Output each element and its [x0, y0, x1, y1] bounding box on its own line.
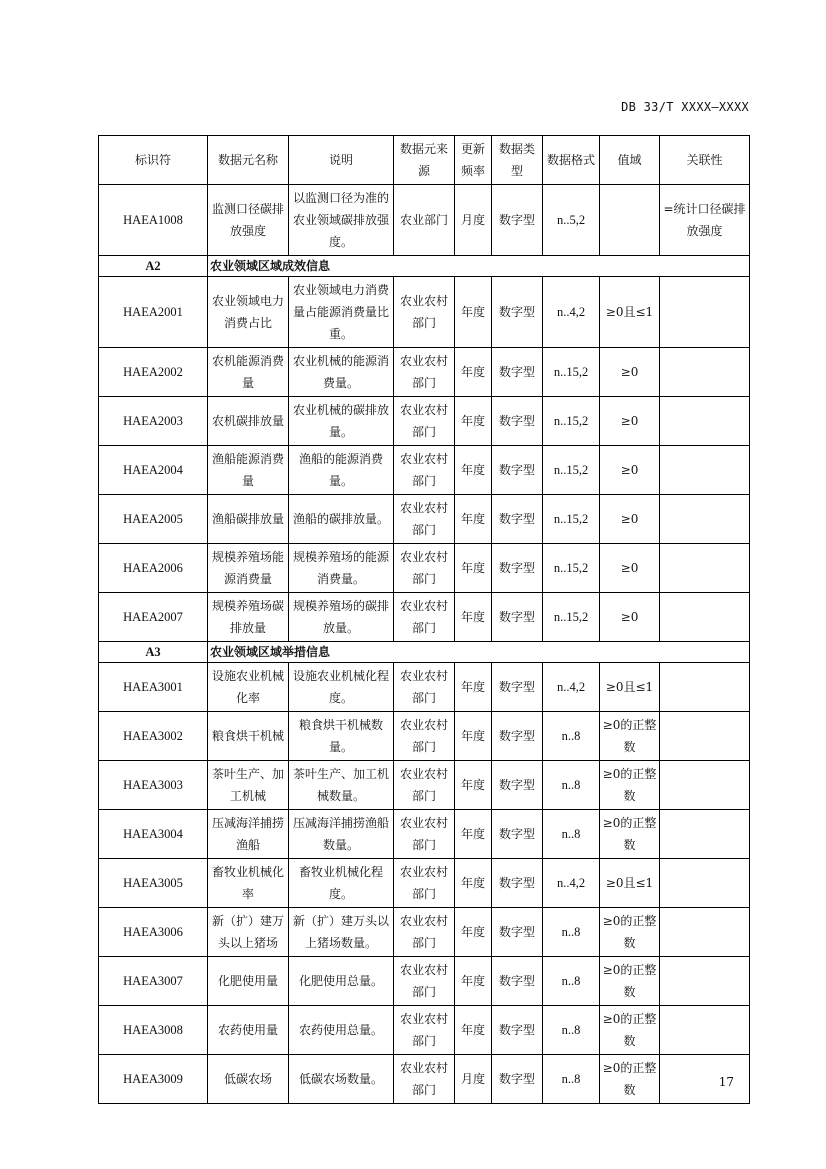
- cell-identifier: HAEA3004: [99, 810, 208, 859]
- cell-element-name: 渔船碳排放量: [208, 495, 289, 544]
- cell-data-format: n..8: [543, 761, 600, 810]
- cell-data-format: n..8: [543, 810, 600, 859]
- cell-identifier: HAEA3001: [99, 663, 208, 712]
- cell-data-type: 数字型: [492, 593, 543, 642]
- cell-relation: [660, 859, 750, 908]
- table-row: [99, 495, 750, 544]
- table-row: [99, 908, 750, 957]
- cell-description: 畜牧业机械化程度。: [289, 859, 394, 908]
- cell-identifier: HAEA3002: [99, 712, 208, 761]
- cell-identifier: HAEA3007: [99, 957, 208, 1006]
- cell-identifier: HAEA2007: [99, 593, 208, 642]
- cell-frequency: 年度: [455, 957, 492, 1006]
- cell-element-name: 规模养殖场碳排放量: [208, 593, 289, 642]
- cell-source: 农业农村部门: [394, 348, 455, 397]
- cell-frequency: 月度: [455, 1055, 492, 1104]
- cell-data-format: n..4,2: [543, 859, 600, 908]
- cell-source: 农业农村部门: [394, 495, 455, 544]
- cell-relation: [660, 593, 750, 642]
- cell-data-format: n..4,2: [543, 663, 600, 712]
- cell-element-name: 低碳农场: [208, 1055, 289, 1104]
- cell-element-name: 茶叶生产、加工机械: [208, 761, 289, 810]
- cell-source: 农业农村部门: [394, 446, 455, 495]
- cell-description: 粮食烘干机械数量。: [289, 712, 394, 761]
- cell-identifier: HAEA2004: [99, 446, 208, 495]
- column-header-identifier: 标识符: [99, 136, 208, 185]
- cell-element-name: 化肥使用量: [208, 957, 289, 1006]
- cell-element-name: 压减海洋捕捞渔船: [208, 810, 289, 859]
- cell-data-format: n..8: [543, 1006, 600, 1055]
- cell-data-type: 数字型: [492, 348, 543, 397]
- cell-element-name: 设施农业机械化率: [208, 663, 289, 712]
- table-row: [99, 1006, 750, 1055]
- cell-identifier: HAEA3009: [99, 1055, 208, 1104]
- column-header-relation: 关联性: [660, 136, 750, 185]
- table-row: [99, 957, 750, 1006]
- cell-description: 规模养殖场的碳排放量。: [289, 593, 394, 642]
- cell-source: 农业农村部门: [394, 277, 455, 348]
- cell-frequency: 年度: [455, 495, 492, 544]
- cell-data-type: 数字型: [492, 663, 543, 712]
- cell-data-type: 数字型: [492, 1006, 543, 1055]
- cell-identifier: HAEA2006: [99, 544, 208, 593]
- cell-relation: [660, 908, 750, 957]
- cell-data-type: 数字型: [492, 810, 543, 859]
- cell-data-type: 数字型: [492, 185, 543, 256]
- cell-relation: [660, 663, 750, 712]
- column-header-name: 数据元名称: [208, 136, 289, 185]
- table-row: [99, 593, 750, 642]
- column-header-source: 数据元来源: [394, 136, 455, 185]
- cell-relation: [660, 1006, 750, 1055]
- cell-source: 农业农村部门: [394, 908, 455, 957]
- cell-data-type: 数字型: [492, 859, 543, 908]
- cell-element-name: 农机碳排放量: [208, 397, 289, 446]
- cell-relation: [660, 810, 750, 859]
- cell-value-range: ≥0且≤1: [600, 859, 660, 908]
- cell-element-name: 监测口径碳排放强度: [208, 185, 289, 256]
- cell-value-range: ≥0: [600, 397, 660, 446]
- cell-value-range: ≥0的正整数: [600, 908, 660, 957]
- table-row: [99, 446, 750, 495]
- cell-source: 农业农村部门: [394, 859, 455, 908]
- cell-data-format: n..8: [543, 957, 600, 1006]
- cell-description: 化肥使用总量。: [289, 957, 394, 1006]
- table-row: [99, 544, 750, 593]
- cell-identifier: HAEA2005: [99, 495, 208, 544]
- cell-data-type: 数字型: [492, 544, 543, 593]
- cell-relation: [660, 277, 750, 348]
- cell-identifier: HAEA2003: [99, 397, 208, 446]
- cell-data-format: n..15,2: [543, 348, 600, 397]
- column-header-format: 数据格式: [543, 136, 600, 185]
- cell-frequency: 年度: [455, 348, 492, 397]
- cell-value-range: ≥0的正整数: [600, 761, 660, 810]
- cell-value-range: ≥0的正整数: [600, 712, 660, 761]
- cell-relation: [660, 495, 750, 544]
- column-header-frequency: 更新频率: [455, 136, 492, 185]
- cell-description: 渔船的碳排放量。: [289, 495, 394, 544]
- table-row: [99, 761, 750, 810]
- cell-data-type: 数字型: [492, 712, 543, 761]
- table-row: [99, 277, 750, 348]
- cell-identifier: HAEA2001: [99, 277, 208, 348]
- cell-data-format: n..15,2: [543, 397, 600, 446]
- cell-source: 农业农村部门: [394, 1006, 455, 1055]
- cell-identifier: HAEA2002: [99, 348, 208, 397]
- column-header-range: 值域: [600, 136, 660, 185]
- cell-description: 新（扩）建万头以上猪场数量。: [289, 908, 394, 957]
- cell-value-range: ≥0: [600, 544, 660, 593]
- cell-element-name: 新（扩）建万头以上猪场: [208, 908, 289, 957]
- cell-identifier: HAEA3003: [99, 761, 208, 810]
- cell-data-type: 数字型: [492, 761, 543, 810]
- table-row: [99, 397, 750, 446]
- cell-description: 茶叶生产、加工机械数量。: [289, 761, 394, 810]
- cell-element-name: 畜牧业机械化率: [208, 859, 289, 908]
- cell-source: 农业农村部门: [394, 761, 455, 810]
- cell-frequency: 年度: [455, 908, 492, 957]
- cell-description: 以监测口径为准的农业领域碳排放强度。: [289, 185, 394, 256]
- cell-value-range: ≥0: [600, 593, 660, 642]
- cell-element-name: 规模养殖场能源消费量: [208, 544, 289, 593]
- cell-data-type: 数字型: [492, 908, 543, 957]
- table-row: [99, 348, 750, 397]
- table-row: [99, 810, 750, 859]
- table-header-row: [99, 136, 750, 185]
- cell-identifier: HAEA1008: [99, 185, 208, 256]
- cell-data-format: n..5,2: [543, 185, 600, 256]
- section-title: 农业领域区域举措信息: [208, 642, 750, 663]
- cell-relation: [660, 712, 750, 761]
- section-code: A2: [99, 256, 208, 277]
- page-number: 17: [718, 1075, 734, 1089]
- cell-data-type: 数字型: [492, 495, 543, 544]
- cell-source: 农业农村部门: [394, 544, 455, 593]
- cell-source: 农业部门: [394, 185, 455, 256]
- cell-data-type: 数字型: [492, 446, 543, 495]
- data-element-table: [98, 135, 750, 1104]
- cell-source: 农业农村部门: [394, 1055, 455, 1104]
- cell-data-format: n..15,2: [543, 544, 600, 593]
- cell-value-range: ≥0的正整数: [600, 1055, 660, 1104]
- cell-data-type: 数字型: [492, 1055, 543, 1104]
- column-header-description: 说明: [289, 136, 394, 185]
- cell-value-range: ≥0的正整数: [600, 1006, 660, 1055]
- cell-description: 低碳农场数量。: [289, 1055, 394, 1104]
- cell-source: 农业农村部门: [394, 593, 455, 642]
- cell-element-name: 农机能源消费量: [208, 348, 289, 397]
- cell-data-format: n..15,2: [543, 593, 600, 642]
- cell-value-range: ≥0: [600, 348, 660, 397]
- cell-source: 农业农村部门: [394, 397, 455, 446]
- cell-relation: [660, 761, 750, 810]
- cell-value-range: ≥0: [600, 446, 660, 495]
- cell-frequency: 年度: [455, 859, 492, 908]
- cell-relation: [660, 446, 750, 495]
- cell-data-type: 数字型: [492, 957, 543, 1006]
- cell-source: 农业农村部门: [394, 712, 455, 761]
- cell-element-name: 粮食烘干机械: [208, 712, 289, 761]
- table-row: [99, 1055, 750, 1104]
- cell-value-range: [600, 185, 660, 256]
- cell-description: 农业机械的碳排放量。: [289, 397, 394, 446]
- cell-description: 压减海洋捕捞渔船数量。: [289, 810, 394, 859]
- document-code: DB 33/T XXXX—XXXX: [621, 100, 749, 114]
- cell-data-format: n..8: [543, 712, 600, 761]
- table-row: [99, 859, 750, 908]
- cell-element-name: 农药使用量: [208, 1006, 289, 1055]
- cell-data-format: n..8: [543, 908, 600, 957]
- cell-frequency: 年度: [455, 761, 492, 810]
- cell-value-range: ≥0: [600, 495, 660, 544]
- cell-frequency: 年度: [455, 544, 492, 593]
- cell-frequency: 年度: [455, 397, 492, 446]
- column-header-type: 数据类型: [492, 136, 543, 185]
- section-code: A3: [99, 642, 208, 663]
- cell-frequency: 年度: [455, 1006, 492, 1055]
- cell-relation: [660, 1055, 750, 1104]
- cell-element-name: 渔船能源消费量: [208, 446, 289, 495]
- cell-source: 农业农村部门: [394, 810, 455, 859]
- cell-description: 设施农业机械化程度。: [289, 663, 394, 712]
- cell-relation: [660, 544, 750, 593]
- cell-description: 渔船的能源消费量。: [289, 446, 394, 495]
- cell-description: 农业领域电力消费量占能源消费量比重。: [289, 277, 394, 348]
- table-row: [99, 185, 750, 256]
- cell-frequency: 年度: [455, 712, 492, 761]
- section-row-a3: [99, 642, 750, 663]
- cell-description: 规模养殖场的能源消费量。: [289, 544, 394, 593]
- cell-element-name: 农业领域电力消费占比: [208, 277, 289, 348]
- cell-data-format: n..4,2: [543, 277, 600, 348]
- cell-source: 农业农村部门: [394, 663, 455, 712]
- cell-identifier: HAEA3005: [99, 859, 208, 908]
- cell-data-format: n..15,2: [543, 495, 600, 544]
- table-row: [99, 663, 750, 712]
- cell-data-type: 数字型: [492, 277, 543, 348]
- cell-source: 农业农村部门: [394, 957, 455, 1006]
- cell-frequency: 年度: [455, 446, 492, 495]
- cell-relation: [660, 397, 750, 446]
- cell-value-range: ≥0且≤1: [600, 277, 660, 348]
- table-row: [99, 712, 750, 761]
- cell-frequency: 年度: [455, 277, 492, 348]
- cell-frequency: 月度: [455, 185, 492, 256]
- cell-value-range: ≥0且≤1: [600, 663, 660, 712]
- cell-relation: [660, 348, 750, 397]
- cell-data-type: 数字型: [492, 397, 543, 446]
- cell-data-format: n..15,2: [543, 446, 600, 495]
- cell-data-format: n..8: [543, 1055, 600, 1104]
- cell-frequency: 年度: [455, 663, 492, 712]
- cell-relation: =统计口径碳排放强度: [660, 185, 750, 256]
- cell-frequency: 年度: [455, 810, 492, 859]
- cell-value-range: ≥0的正整数: [600, 957, 660, 1006]
- section-title: 农业领域区域成效信息: [208, 256, 750, 277]
- cell-identifier: HAEA3006: [99, 908, 208, 957]
- section-row-a2: [99, 256, 750, 277]
- cell-description: 农药使用总量。: [289, 1006, 394, 1055]
- cell-relation: [660, 957, 750, 1006]
- cell-identifier: HAEA3008: [99, 1006, 208, 1055]
- cell-frequency: 年度: [455, 593, 492, 642]
- cell-value-range: ≥0的正整数: [600, 810, 660, 859]
- cell-description: 农业机械的能源消费量。: [289, 348, 394, 397]
